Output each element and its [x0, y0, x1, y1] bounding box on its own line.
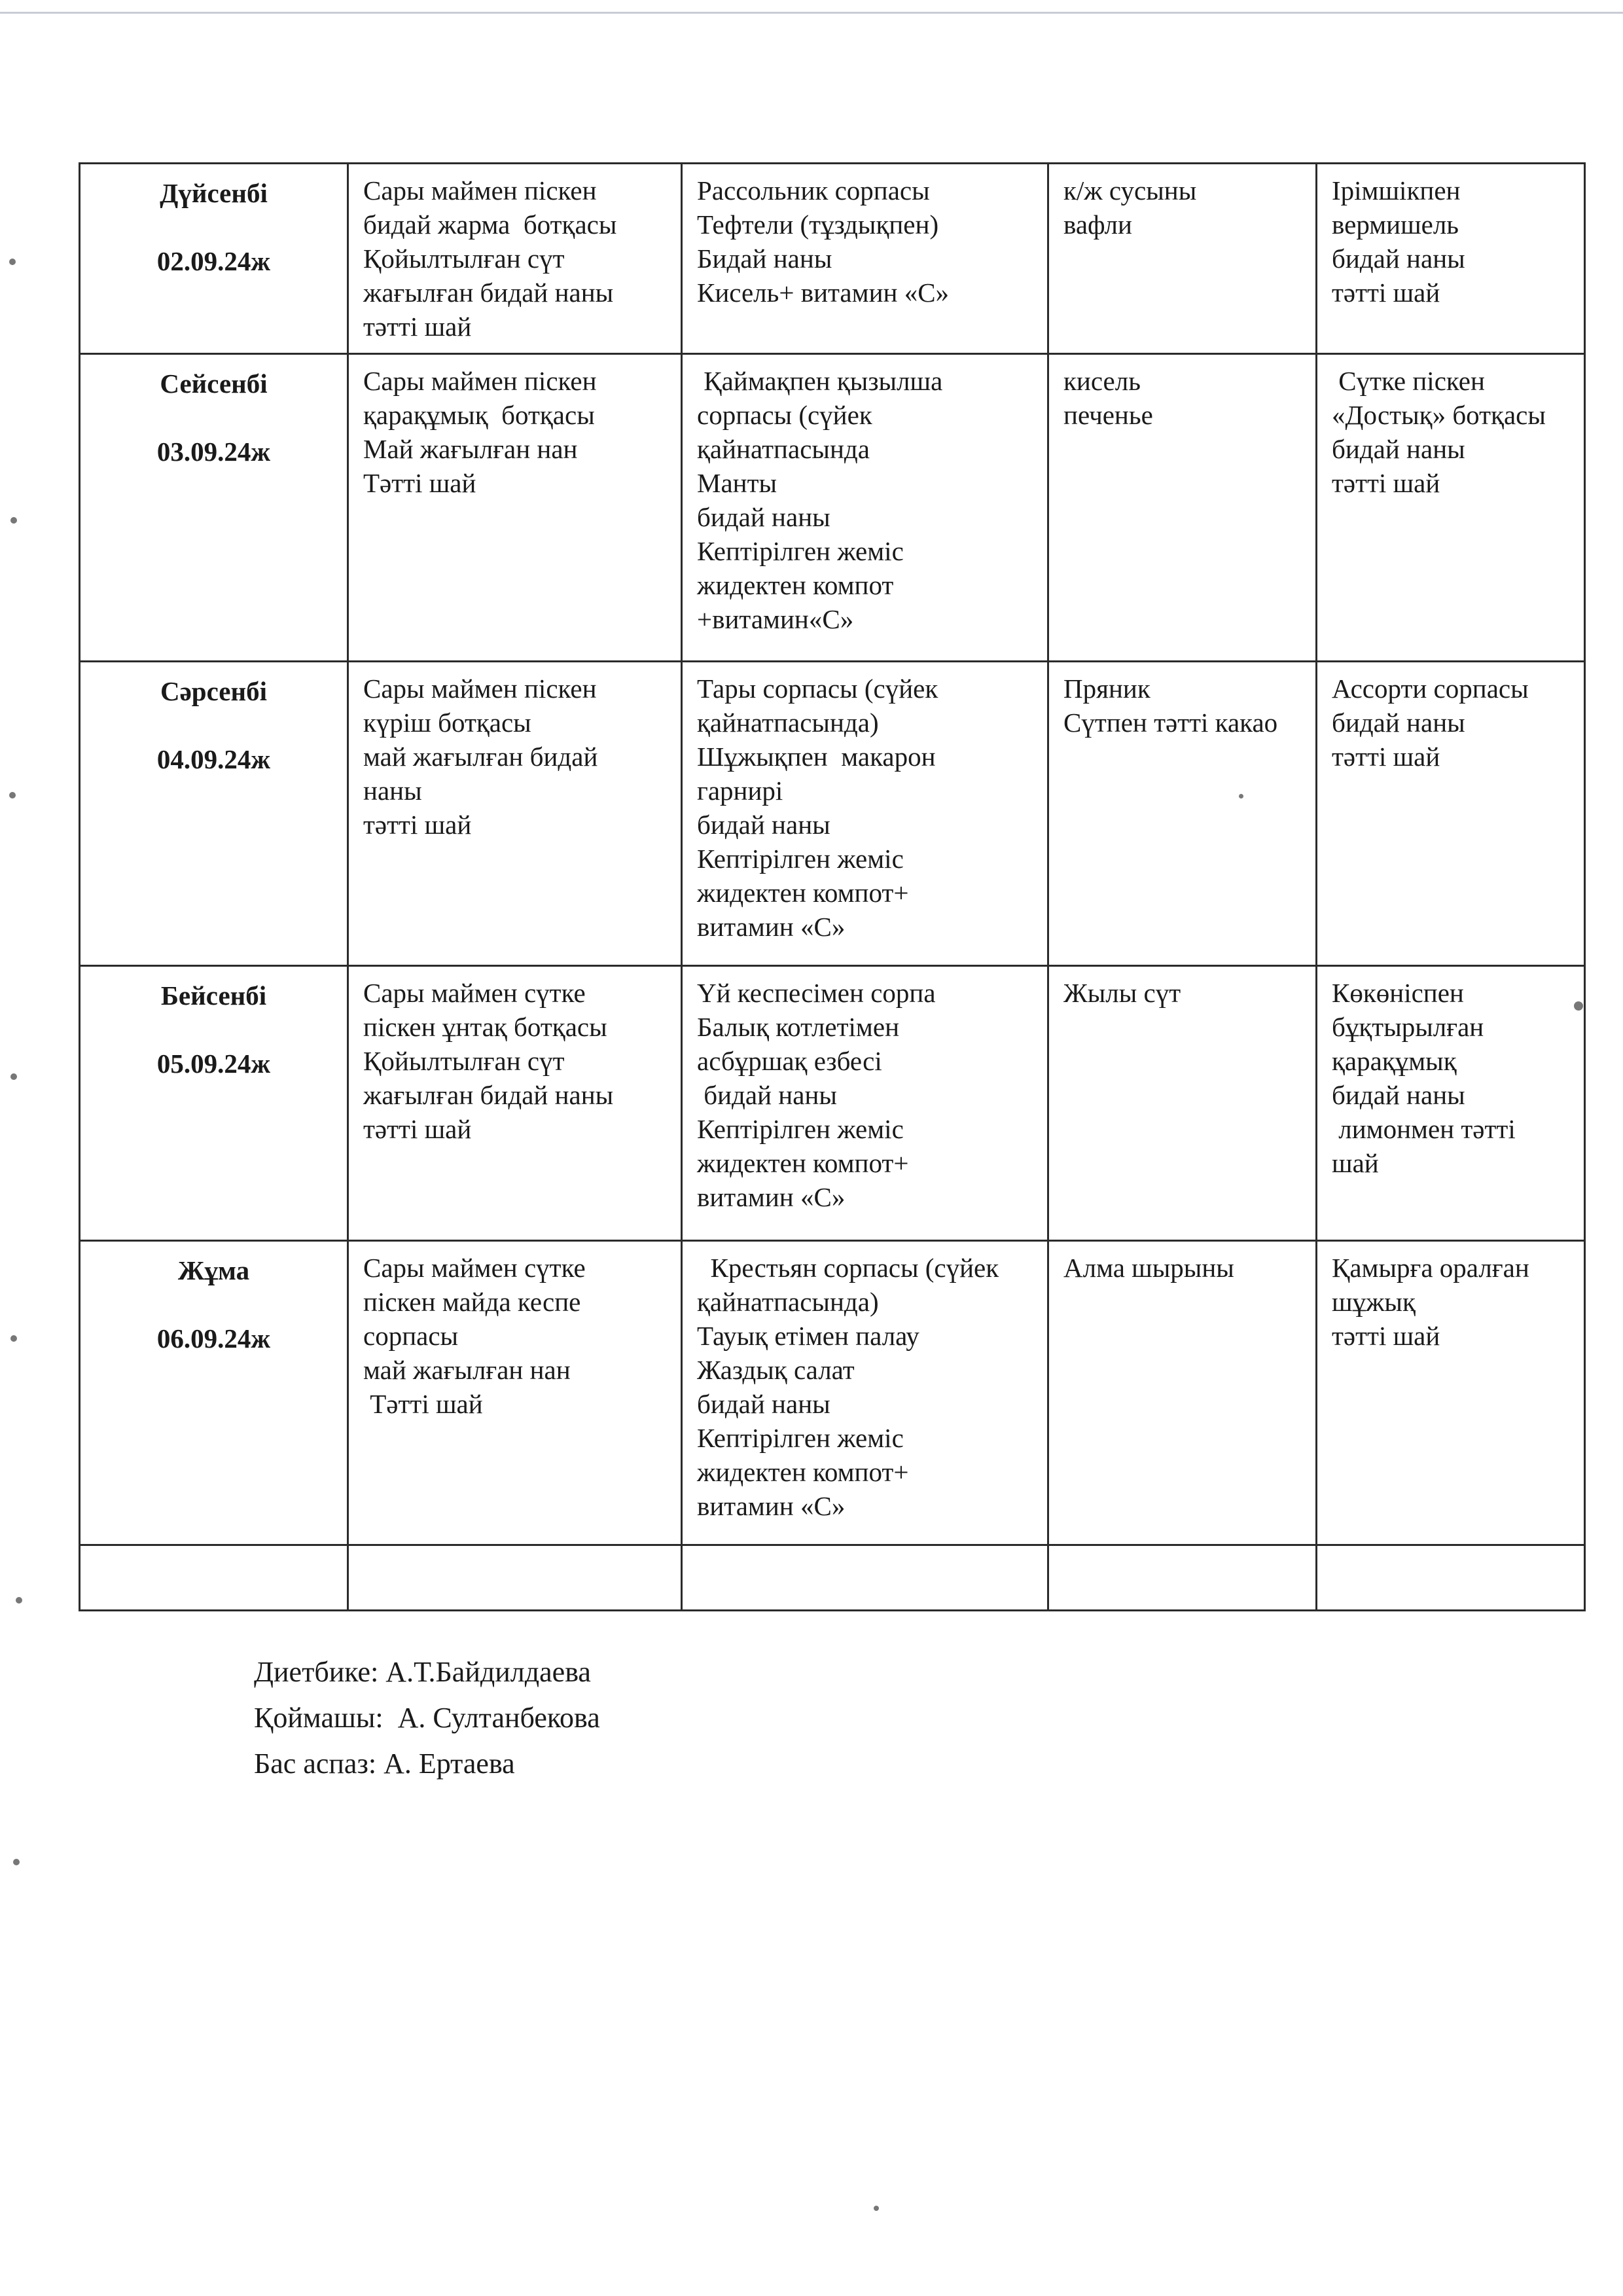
menu-row	[80, 164, 1585, 354]
breakfast-cell	[348, 164, 682, 354]
snack-item: Алма шырыны	[1063, 1253, 1234, 1283]
lunch-item: Крестьян сорпасы (сүйек	[697, 1253, 999, 1283]
breakfast-cell	[348, 354, 682, 662]
breakfast-item: сорпасы	[363, 1321, 459, 1351]
day-date: 06.09.24ж	[156, 1323, 271, 1354]
snack-item: к/ж сусыны	[1063, 175, 1197, 206]
signatures-block	[254, 1649, 600, 1787]
breakfast-item: Сары маймен сүтке	[363, 1253, 586, 1283]
snack-cell	[1048, 966, 1317, 1241]
dinner-item: Ассорти сорпасы	[1332, 673, 1529, 704]
scan-speck	[874, 2206, 879, 2211]
lunch-item: Қаймақпен қызылша	[697, 366, 943, 396]
dinner-item: бұқтырылған	[1332, 1012, 1484, 1042]
breakfast-item: піскен майда кеспе	[363, 1287, 581, 1317]
day-cell	[80, 966, 348, 1241]
breakfast-item: Тәтті шай	[363, 1389, 483, 1419]
lunch-item: Кептірілген жеміс	[697, 536, 904, 566]
breakfast-item: наны	[363, 776, 422, 806]
scan-edge-line	[0, 12, 1623, 14]
day-name: Сейсенбі	[160, 368, 268, 399]
dinner-item: тәтті шай	[1332, 278, 1440, 308]
empty-row	[80, 1545, 1585, 1611]
lunch-cell	[682, 164, 1048, 354]
day-cell	[80, 1241, 348, 1545]
snack-item: Пряник	[1063, 673, 1150, 704]
breakfast-item: Тәтті шай	[363, 468, 476, 498]
lunch-item: қайнатпасында	[697, 434, 870, 464]
breakfast-item: жағылған бидай наны	[363, 278, 614, 308]
snack-item: печенье	[1063, 400, 1153, 430]
day-date: 02.09.24ж	[156, 246, 271, 276]
breakfast-item: жағылған бидай наны	[363, 1080, 614, 1110]
lunch-item: бидай наны	[697, 810, 830, 840]
lunch-item: жидектен компот	[697, 570, 894, 600]
lunch-item: Жаздық салат	[697, 1355, 855, 1385]
menu-table-body	[80, 164, 1585, 1611]
breakfast-item: Сары маймен сүтке	[363, 978, 586, 1008]
lunch-item: Тауық етімен палау	[697, 1321, 919, 1351]
day-name: Бейсенбі	[160, 980, 267, 1011]
empty-cell	[1048, 1545, 1317, 1611]
lunch-cell	[682, 662, 1048, 966]
dinner-cell	[1317, 1241, 1585, 1545]
dinner-item: Ірімшікпен	[1332, 175, 1461, 206]
lunch-item: Кептірілген жеміс	[697, 1423, 904, 1453]
empty-cell	[348, 1545, 682, 1611]
signature-dietitian: Диетбике: А.Т.Байдилдаева	[254, 1656, 591, 1688]
lunch-item: асбұршақ езбесі	[697, 1046, 882, 1076]
menu-row	[80, 662, 1585, 966]
snack-item: вафли	[1063, 209, 1132, 240]
lunch-item: бидай наны	[697, 1389, 830, 1419]
menu-row	[80, 966, 1585, 1241]
day-date: 05.09.24ж	[156, 1049, 271, 1079]
breakfast-item: тәтті шай	[363, 312, 472, 342]
lunch-item: қайнатпасында)	[697, 708, 879, 738]
scan-speck	[1574, 1001, 1583, 1011]
dinner-item: шұжық	[1332, 1287, 1416, 1317]
lunch-cell	[682, 354, 1048, 662]
lunch-item: Кептірілген жеміс	[697, 844, 904, 874]
breakfast-item: май жағылған нан	[363, 1355, 571, 1385]
lunch-item: Тефтели (тұздықпен)	[697, 209, 939, 240]
snack-cell	[1048, 1241, 1317, 1545]
scan-speck	[10, 1073, 17, 1080]
signature-storekeeper: Қоймашы: А. Султанбекова	[254, 1702, 600, 1734]
scan-speck	[9, 792, 16, 798]
lunch-cell	[682, 966, 1048, 1241]
breakfast-item: Май жағылған нан	[363, 434, 578, 464]
breakfast-item: тәтті шай	[363, 1114, 472, 1144]
dinner-item: шай	[1332, 1148, 1379, 1178]
snack-item: Сүтпен тәтті какао	[1063, 708, 1278, 738]
lunch-item: жидектен компот+	[697, 1457, 909, 1487]
lunch-item: Манты	[697, 468, 777, 498]
empty-cell	[1317, 1545, 1585, 1611]
menu-row	[80, 354, 1585, 662]
breakfast-item: Сары маймен піскен	[363, 175, 597, 206]
breakfast-item: тәтті шай	[363, 810, 472, 840]
snack-cell	[1048, 164, 1317, 354]
lunch-item: сорпасы (сүйек	[697, 400, 872, 430]
day-date: 03.09.24ж	[156, 437, 271, 467]
breakfast-cell	[348, 662, 682, 966]
snack-item: кисель	[1063, 366, 1141, 396]
menu-row	[80, 1241, 1585, 1545]
day-cell	[80, 164, 348, 354]
lunch-item: гарнирі	[697, 776, 783, 806]
breakfast-item: Қойылтылған сүт	[363, 243, 565, 274]
lunch-item: Кептірілген жеміс	[697, 1114, 904, 1144]
snack-cell	[1048, 662, 1317, 966]
lunch-item: Балық котлетімен	[697, 1012, 900, 1042]
scan-speck	[16, 1597, 22, 1604]
dinner-item: бидай наны	[1332, 243, 1465, 274]
empty-cell	[682, 1545, 1048, 1611]
dinner-item: бидай наны	[1332, 708, 1465, 738]
dinner-cell	[1317, 662, 1585, 966]
scan-speck	[10, 517, 17, 524]
dinner-cell	[1317, 354, 1585, 662]
breakfast-item: піскен ұнтақ ботқасы	[363, 1012, 607, 1042]
day-cell	[80, 354, 348, 662]
empty-cell	[80, 1545, 348, 1611]
lunch-item: жидектен компот+	[697, 878, 909, 908]
scan-speck	[9, 259, 16, 265]
lunch-item: Рассольник сорпасы	[697, 175, 930, 206]
lunch-item: жидектен компот+	[697, 1148, 909, 1178]
lunch-item: Кисель+ витамин «С»	[697, 278, 950, 308]
dinner-item: тәтті шай	[1332, 468, 1440, 498]
lunch-item: +витамин«С»	[697, 604, 854, 634]
lunch-item: бидай наны	[697, 1080, 837, 1110]
breakfast-item: қарақұмық ботқасы	[363, 400, 595, 430]
dinner-item: бидай наны	[1332, 1080, 1465, 1110]
scan-speck	[1239, 794, 1243, 798]
lunch-item: Тары сорпасы (сүйек	[697, 673, 938, 704]
lunch-cell	[682, 1241, 1048, 1545]
dinner-cell	[1317, 164, 1585, 354]
snack-item: Жылы сүт	[1063, 978, 1181, 1008]
snack-cell	[1048, 354, 1317, 662]
breakfast-item: Сары маймен піскен	[363, 366, 597, 396]
dinner-item: Көкөніспен	[1332, 978, 1464, 1008]
signature-head-cook: Бас аспаз: А. Ертаева	[254, 1748, 515, 1780]
day-name: Жұма	[177, 1255, 250, 1285]
breakfast-item: Сары маймен піскен	[363, 673, 597, 704]
dinner-item: қарақұмық	[1332, 1046, 1457, 1076]
breakfast-item: күріш ботқасы	[363, 708, 531, 738]
dinner-cell	[1317, 966, 1585, 1241]
lunch-item: бидай наны	[697, 502, 830, 532]
scan-speck	[10, 1335, 17, 1342]
breakfast-cell	[348, 1241, 682, 1545]
day-cell	[80, 662, 348, 966]
dinner-item: лимонмен тәтті	[1332, 1114, 1516, 1144]
breakfast-item: май жағылған бидай	[363, 742, 598, 772]
scan-speck	[13, 1859, 20, 1865]
lunch-item: қайнатпасында)	[697, 1287, 879, 1317]
dinner-item: вермишель	[1332, 209, 1459, 240]
lunch-item: витамин «С»	[697, 1182, 846, 1212]
lunch-item: витамин «С»	[697, 912, 846, 942]
dinner-item: Сүтке піскен	[1332, 366, 1485, 396]
day-date: 04.09.24ж	[156, 744, 271, 774]
day-name: Сәрсенбі	[160, 676, 268, 706]
dinner-item: Қамырға оралған	[1332, 1253, 1529, 1283]
lunch-item: Бидай наны	[697, 243, 832, 274]
dinner-item: бидай наны	[1332, 434, 1465, 464]
day-name: Дүйсенбі	[160, 178, 268, 208]
dinner-item: «Достық» ботқасы	[1332, 400, 1546, 430]
breakfast-cell	[348, 966, 682, 1241]
dinner-item: тәтті шай	[1332, 1321, 1440, 1351]
lunch-item: Шұжықпен макарон	[697, 742, 936, 772]
lunch-item: витамин «С»	[697, 1491, 846, 1521]
lunch-item: Үй кеспесімен сорпа	[697, 978, 936, 1008]
breakfast-item: бидай жарма ботқасы	[363, 209, 617, 240]
dinner-item: тәтті шай	[1332, 742, 1440, 772]
breakfast-item: Қойылтылған сүт	[363, 1046, 565, 1076]
weekly-menu-table	[79, 162, 1586, 1611]
